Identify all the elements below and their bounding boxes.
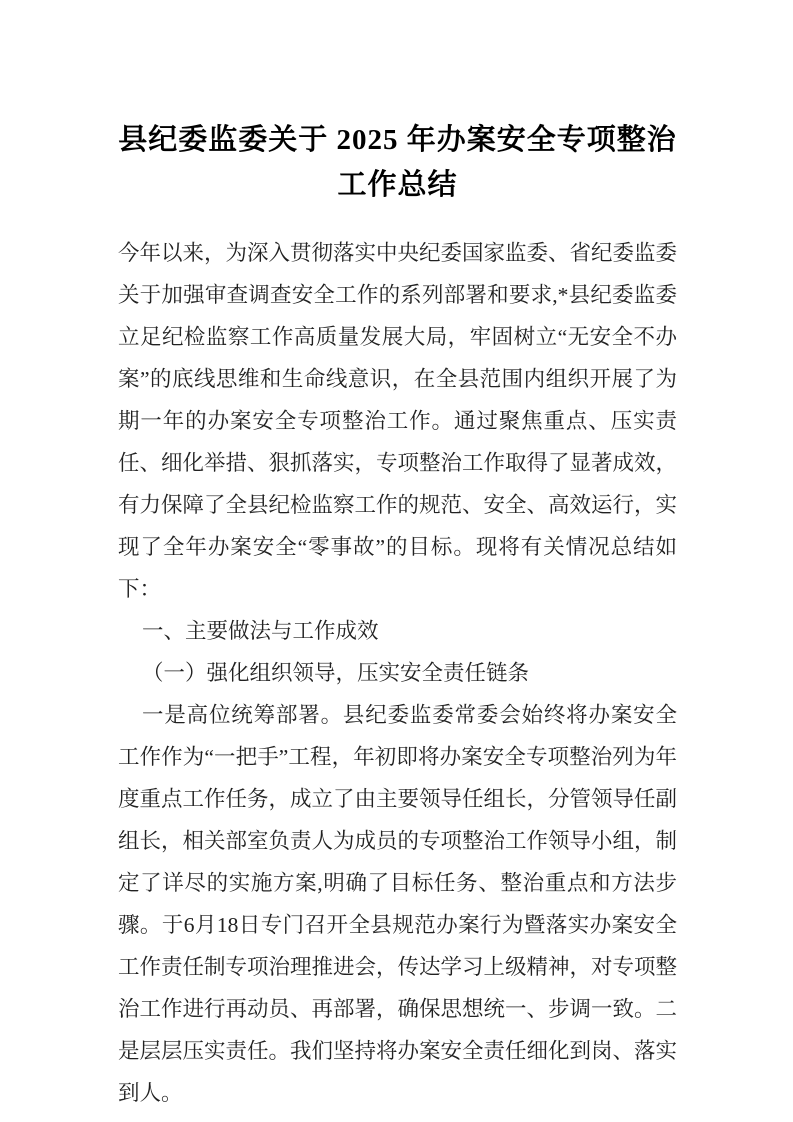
- section-heading: 一、主要做法与工作成效: [142, 619, 379, 643]
- document-title-line-1: 县纪委监委关于 2025 年办案安全专项整治: [118, 124, 677, 156]
- intro-paragraph: 今年以来，为深入贯彻落实中央纪委国家监委、省纪委监委关于加强审查调查安全工作的系列部署和要求,*县纪委监委立足纪检监察工作高质量发展大局，牢固树立“无安全不办案”的底线思维和生命线意识，在全县范围内组织开展了为期一年的办案安全专项整治工作。通过聚焦重点、压实责任、细化举措、狠抓落实，专项整治工作取得了显著成效，有力保障了全县纪检监察工作的规范、安全、高效运行，实现了全年办案安全“零事故”的目标。现将有关情况总结如下：: [118, 241, 678, 601]
- document-title-line-2: 工作总结: [337, 169, 458, 201]
- subsection-heading: （一）强化组织领导，压实安全责任链条: [142, 661, 530, 685]
- body-paragraph: 一是高位统筹部署。县纪委监委常委会始终将办案安全工作作为“一把手”工程，年初即将办案安全专项整治列为年度重点工作任务，成立了由主要领导任组长，分管领导任副组长，相关部室负责人为成员的专项整治工作领导小组，制定了详尽的实施方案,明确了目标任务、整治重点和方法步骤。于6月18日专门召开全县规范办案行为暨落实办案安全工作责任制专项治理推进会，传达学习上级精神，对专项整治工作进行再动员、再部署，确保思想统一、步调一致。二是层层压实责任。我们坚持将办案安全责任细化到岗、落实到人。: [118, 703, 678, 1105]
- document-title: [118, 118, 677, 208]
